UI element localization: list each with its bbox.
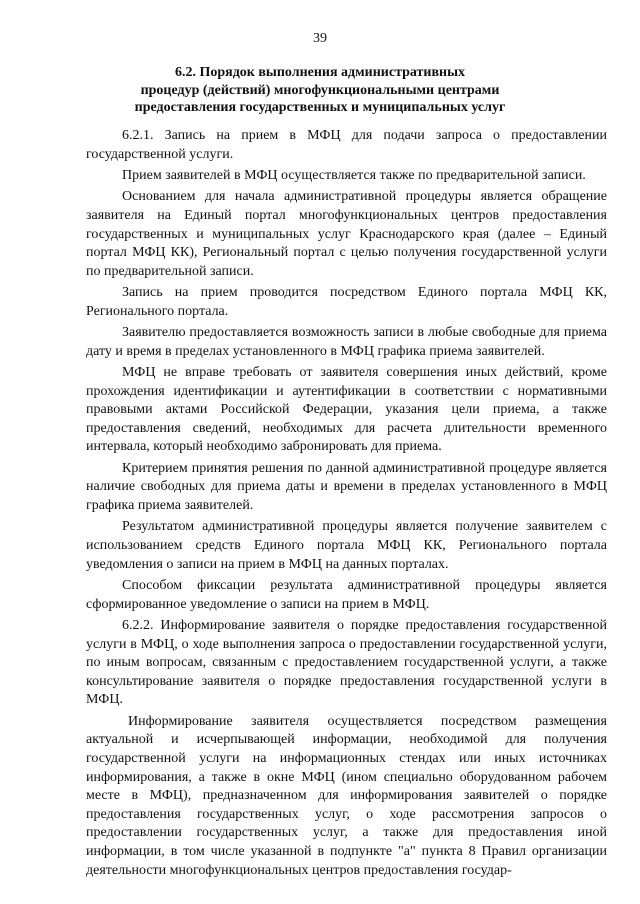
section-heading-line: 6.2. Порядок выполнения административных (174, 65, 466, 80)
paragraph: Заявителю предоставляется возможность записи в любые свободные для приема дату и время в пределах установленного в МФЦ графика приема заявителей. (86, 325, 607, 359)
paragraph: Прием заявителей в МФЦ осуществляется также по предварительной записи. (122, 167, 586, 183)
section-heading-line: предоставления государственных и муниципальных услуг (134, 100, 506, 115)
paragraph: 6.2.1. Запись на прием в МФЦ для подачи запроса о предоставлении государственной услуги. (86, 128, 607, 162)
paragraph: Информирование заявителя осуществляется посредством размещения актуальной и исчерпывающей информации, необходимой для получения государственной услуги на информационных стендах или иных источниках информирования, а также в окне МФЦ (ином специально оборудованном рабочем месте в МФЦ), предназначенном для информирования заявителей о порядке предоставления государственных услуг, о ходе рассмотрения запросов о предоставлении государственных услуг, а также для предоставления иной информации, в том числе указанной в подпункте "а" пункта 8 Правил организации деятельности многофункциональных центров предоставления государ- (86, 713, 607, 878)
section-heading-line: процедур (действий) многофункциональными центрами (140, 82, 500, 98)
paragraph: МФЦ не вправе требовать от заявителя совершения иных действий, кроме прохождения идентификации и аутентификации в соответствии с нормативными правовыми актами Российской Федерации, указания цели приема, а также предоставления сведений, необходимых для расчета длительности временного интервала, который необходимо забронировать для приема. (86, 365, 607, 455)
paragraph: Основанием для начала административной процедуры является обращение заявителя на Единый портал многофункциональных центров предоставления государственных и муниципальных услуг Краснодарского края (далее – Единый портал МФЦ КК), Региональный портал с целью получения государственной услуги по предварительной записи. (86, 189, 607, 279)
document-body (86, 127, 607, 883)
paragraph: 6.2.2. Информирование заявителя о порядке предоставления государственной услуги в МФЦ, о ходе выполнения запроса о предоставлении государственной услуги, по иным вопросам, связанным с предоставлением государственной услуги, а также консультирование заявителя о порядке предоставления государственной услуги в МФЦ. (86, 618, 607, 708)
paragraph: Результатом административной процедуры является получение заявителем с использованием средств Единого портала МФЦ КК, Регионального портала уведомления о записи на прием в МФЦ на данных порталах. (86, 519, 607, 572)
section-heading (80, 64, 560, 117)
paragraph: Критерием принятия решения по данной административной процедуре является наличие свободных для приема даты и времени в пределах установленного в МФЦ графика приема заявителей. (86, 460, 607, 514)
page-number: 39 (313, 31, 327, 46)
paragraph: Запись на прием проводится посредством Единого портала МФЦ КК, Регионального портала. (86, 285, 607, 319)
paragraph: Способом фиксации результата административной процедуры является сформированное уведомление о записи на прием в МФЦ. (86, 578, 607, 612)
